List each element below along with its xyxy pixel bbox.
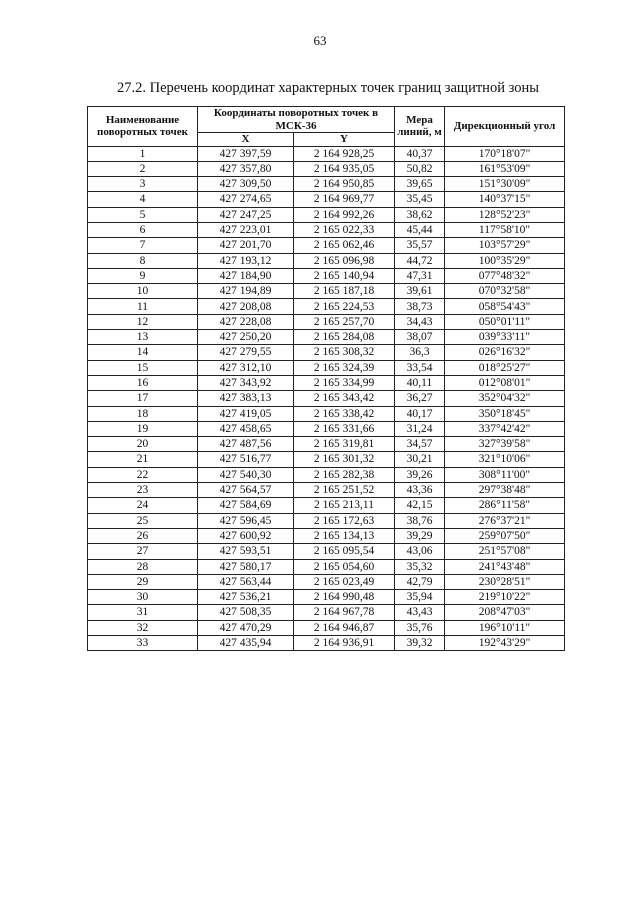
point-number-cell: 1 [88, 146, 198, 161]
table-row [88, 284, 565, 299]
point-number-cell: 30 [88, 590, 198, 605]
x-coordinate-cell: 427 470,29 [198, 620, 294, 635]
line-length-cell: 42,79 [395, 574, 445, 589]
point-number-cell: 28 [88, 559, 198, 574]
table-row [88, 636, 565, 651]
line-length-cell: 45,44 [395, 222, 445, 237]
table-row [88, 528, 565, 543]
direction-angle-cell: 050°01'11" [445, 314, 565, 329]
direction-angle-cell: 251°57'08" [445, 544, 565, 559]
point-number-cell: 23 [88, 483, 198, 498]
line-length-cell: 33,54 [395, 360, 445, 375]
line-length-cell: 38,76 [395, 513, 445, 528]
direction-angle-cell: 117°58'10" [445, 222, 565, 237]
direction-angle-cell: 297°38'48" [445, 483, 565, 498]
x-coordinate-cell: 427 343,92 [198, 375, 294, 390]
line-length-cell: 31,24 [395, 421, 445, 436]
line-length-cell: 35,57 [395, 238, 445, 253]
point-number-cell: 15 [88, 360, 198, 375]
x-coordinate-cell: 427 194,89 [198, 284, 294, 299]
table-body [88, 146, 565, 651]
line-length-cell: 40,37 [395, 146, 445, 161]
direction-angle-cell: 337°42'42" [445, 421, 565, 436]
y-coordinate-cell: 2 165 023,49 [294, 574, 395, 589]
point-number-cell: 20 [88, 437, 198, 452]
x-coordinate-cell: 427 600,92 [198, 528, 294, 543]
line-length-cell: 30,21 [395, 452, 445, 467]
x-coordinate-cell: 427 584,69 [198, 498, 294, 513]
line-length-cell: 39,65 [395, 177, 445, 192]
line-length-cell: 39,61 [395, 284, 445, 299]
point-number-cell: 25 [88, 513, 198, 528]
x-coordinate-cell: 427 516,77 [198, 452, 294, 467]
direction-angle-cell: 012°08'01" [445, 375, 565, 390]
x-coordinate-cell: 427 540,30 [198, 467, 294, 482]
x-coordinate-cell: 427 580,17 [198, 559, 294, 574]
direction-angle-cell: 161°53'09" [445, 161, 565, 176]
direction-angle-cell: 196°10'11" [445, 620, 565, 635]
table-row [88, 544, 565, 559]
y-coordinate-cell: 2 165 334,99 [294, 375, 395, 390]
x-coordinate-cell: 427 593,51 [198, 544, 294, 559]
y-coordinate-cell: 2 165 096,98 [294, 253, 395, 268]
x-coordinate-cell: 427 309,50 [198, 177, 294, 192]
point-number-cell: 17 [88, 391, 198, 406]
line-length-cell: 38,07 [395, 330, 445, 345]
direction-angle-cell: 128°52'23" [445, 207, 565, 222]
y-coordinate-cell: 2 164 990,48 [294, 590, 395, 605]
table-row [88, 238, 565, 253]
table-row [88, 314, 565, 329]
header-point-name: Наименование поворотных точек [88, 107, 198, 147]
point-number-cell: 18 [88, 406, 198, 421]
x-coordinate-cell: 427 279,55 [198, 345, 294, 360]
table-row [88, 268, 565, 283]
direction-angle-cell: 103°57'29" [445, 238, 565, 253]
point-number-cell: 13 [88, 330, 198, 345]
x-coordinate-cell: 427 312,10 [198, 360, 294, 375]
line-length-cell: 43,06 [395, 544, 445, 559]
table-header [88, 107, 565, 147]
line-length-cell: 34,43 [395, 314, 445, 329]
y-coordinate-cell: 2 164 967,78 [294, 605, 395, 620]
y-coordinate-cell: 2 165 301,32 [294, 452, 395, 467]
y-coordinate-cell: 2 165 213,11 [294, 498, 395, 513]
table-row [88, 330, 565, 345]
line-length-cell: 36,3 [395, 345, 445, 360]
point-number-cell: 31 [88, 605, 198, 620]
y-coordinate-cell: 2 164 935,05 [294, 161, 395, 176]
direction-angle-cell: 327°39'58" [445, 437, 565, 452]
direction-angle-cell: 170°18'07" [445, 146, 565, 161]
table-row [88, 146, 565, 161]
direction-angle-cell: 230°28'51" [445, 574, 565, 589]
x-coordinate-cell: 427 193,12 [198, 253, 294, 268]
point-number-cell: 24 [88, 498, 198, 513]
table-row [88, 360, 565, 375]
direction-angle-cell: 352°04'32" [445, 391, 565, 406]
line-length-cell: 35,94 [395, 590, 445, 605]
line-length-cell: 39,26 [395, 467, 445, 482]
point-number-cell: 4 [88, 192, 198, 207]
direction-angle-cell: 026°16'32" [445, 345, 565, 360]
point-number-cell: 10 [88, 284, 198, 299]
y-coordinate-cell: 2 165 308,32 [294, 345, 395, 360]
y-coordinate-cell: 2 165 022,33 [294, 222, 395, 237]
line-length-cell: 39,29 [395, 528, 445, 543]
x-coordinate-cell: 427 458,65 [198, 421, 294, 436]
table-row [88, 299, 565, 314]
direction-angle-cell: 219°10'22" [445, 590, 565, 605]
point-number-cell: 21 [88, 452, 198, 467]
x-coordinate-cell: 427 487,56 [198, 437, 294, 452]
point-number-cell: 14 [88, 345, 198, 360]
table-row [88, 421, 565, 436]
table-row [88, 253, 565, 268]
point-number-cell: 12 [88, 314, 198, 329]
table-row [88, 559, 565, 574]
x-coordinate-cell: 427 201,70 [198, 238, 294, 253]
direction-angle-cell: 208°47'03" [445, 605, 565, 620]
line-length-cell: 42,15 [395, 498, 445, 513]
point-number-cell: 16 [88, 375, 198, 390]
direction-angle-cell: 070°32'58" [445, 284, 565, 299]
header-x: X [198, 133, 294, 147]
direction-angle-cell: 058°54'43" [445, 299, 565, 314]
table-row [88, 345, 565, 360]
y-coordinate-cell: 2 165 172,63 [294, 513, 395, 528]
y-coordinate-cell: 2 165 343,42 [294, 391, 395, 406]
x-coordinate-cell: 427 247,25 [198, 207, 294, 222]
point-number-cell: 33 [88, 636, 198, 651]
x-coordinate-cell: 427 223,01 [198, 222, 294, 237]
direction-angle-cell: 276°37'21" [445, 513, 565, 528]
table-row [88, 483, 565, 498]
y-coordinate-cell: 2 165 324,39 [294, 360, 395, 375]
line-length-cell: 38,73 [395, 299, 445, 314]
direction-angle-cell: 241°43'48" [445, 559, 565, 574]
direction-angle-cell: 259°07'50" [445, 528, 565, 543]
direction-angle-cell: 286°11'58" [445, 498, 565, 513]
x-coordinate-cell: 427 435,94 [198, 636, 294, 651]
line-length-cell: 36,27 [395, 391, 445, 406]
x-coordinate-cell: 427 383,13 [198, 391, 294, 406]
line-length-cell: 43,36 [395, 483, 445, 498]
y-coordinate-cell: 2 165 284,08 [294, 330, 395, 345]
header-direction-angle: Дирекционный угол [445, 107, 565, 147]
point-number-cell: 6 [88, 222, 198, 237]
y-coordinate-cell: 2 165 187,18 [294, 284, 395, 299]
point-number-cell: 27 [88, 544, 198, 559]
y-coordinate-cell: 2 165 134,13 [294, 528, 395, 543]
line-length-cell: 40,17 [395, 406, 445, 421]
x-coordinate-cell: 427 357,80 [198, 161, 294, 176]
line-length-cell: 44,72 [395, 253, 445, 268]
table-row [88, 467, 565, 482]
line-length-cell: 39,32 [395, 636, 445, 651]
x-coordinate-cell: 427 397,59 [198, 146, 294, 161]
point-number-cell: 22 [88, 467, 198, 482]
direction-angle-cell: 100°35'29" [445, 253, 565, 268]
y-coordinate-cell: 2 164 992,26 [294, 207, 395, 222]
point-number-cell: 3 [88, 177, 198, 192]
direction-angle-cell: 077°48'32" [445, 268, 565, 283]
y-coordinate-cell: 2 165 331,66 [294, 421, 395, 436]
table-row [88, 391, 565, 406]
direction-angle-cell: 140°37'15" [445, 192, 565, 207]
x-coordinate-cell: 427 508,35 [198, 605, 294, 620]
line-length-cell: 47,31 [395, 268, 445, 283]
direction-angle-cell: 350°18'45" [445, 406, 565, 421]
point-number-cell: 5 [88, 207, 198, 222]
line-length-cell: 34,57 [395, 437, 445, 452]
x-coordinate-cell: 427 250,20 [198, 330, 294, 345]
point-number-cell: 11 [88, 299, 198, 314]
section-title: 27.2. Перечень координат характерных точек границ защитной зоны [117, 80, 539, 96]
point-number-cell: 26 [88, 528, 198, 543]
line-length-cell: 43,43 [395, 605, 445, 620]
x-coordinate-cell: 427 596,45 [198, 513, 294, 528]
table-row [88, 222, 565, 237]
table-row [88, 375, 565, 390]
point-number-cell: 8 [88, 253, 198, 268]
y-coordinate-cell: 2 165 054,60 [294, 559, 395, 574]
y-coordinate-cell: 2 164 969,77 [294, 192, 395, 207]
y-coordinate-cell: 2 165 095,54 [294, 544, 395, 559]
table-row [88, 574, 565, 589]
y-coordinate-cell: 2 165 319,81 [294, 437, 395, 452]
table-row [88, 192, 565, 207]
line-length-cell: 40,11 [395, 375, 445, 390]
y-coordinate-cell: 2 165 140,94 [294, 268, 395, 283]
y-coordinate-cell: 2 165 282,38 [294, 467, 395, 482]
direction-angle-cell: 039°33'11" [445, 330, 565, 345]
direction-angle-cell: 192°43'29" [445, 636, 565, 651]
y-coordinate-cell: 2 165 062,46 [294, 238, 395, 253]
line-length-cell: 50,82 [395, 161, 445, 176]
x-coordinate-cell: 427 419,05 [198, 406, 294, 421]
x-coordinate-cell: 427 274,65 [198, 192, 294, 207]
line-length-cell: 35,45 [395, 192, 445, 207]
table-row [88, 437, 565, 452]
table-row [88, 406, 565, 421]
y-coordinate-cell: 2 164 928,25 [294, 146, 395, 161]
point-number-cell: 32 [88, 620, 198, 635]
x-coordinate-cell: 427 208,08 [198, 299, 294, 314]
y-coordinate-cell: 2 164 946,87 [294, 620, 395, 635]
page-number: 63 [313, 33, 327, 48]
point-number-cell: 29 [88, 574, 198, 589]
point-number-cell: 7 [88, 238, 198, 253]
table-row [88, 590, 565, 605]
line-length-cell: 35,32 [395, 559, 445, 574]
table-row [88, 513, 565, 528]
x-coordinate-cell: 427 536,21 [198, 590, 294, 605]
y-coordinate-cell: 2 165 224,53 [294, 299, 395, 314]
header-coordinates: Координаты поворотных точек в МСК-36 [198, 107, 395, 133]
table-row [88, 605, 565, 620]
point-number-cell: 2 [88, 161, 198, 176]
direction-angle-cell: 321°10'06" [445, 452, 565, 467]
line-length-cell: 35,76 [395, 620, 445, 635]
header-line-length: Мера линий, м [395, 107, 445, 147]
table-row [88, 177, 565, 192]
direction-angle-cell: 018°25'27" [445, 360, 565, 375]
y-coordinate-cell: 2 165 257,70 [294, 314, 395, 329]
y-coordinate-cell: 2 165 338,42 [294, 406, 395, 421]
table-row [88, 620, 565, 635]
x-coordinate-cell: 427 228,08 [198, 314, 294, 329]
table-row [88, 161, 565, 176]
direction-angle-cell: 151°30'09" [445, 177, 565, 192]
point-number-cell: 19 [88, 421, 198, 436]
x-coordinate-cell: 427 563,44 [198, 574, 294, 589]
line-length-cell: 38,62 [395, 207, 445, 222]
x-coordinate-cell: 427 184,90 [198, 268, 294, 283]
header-y: Y [294, 133, 395, 147]
y-coordinate-cell: 2 164 950,85 [294, 177, 395, 192]
table-row [88, 207, 565, 222]
point-number-cell: 9 [88, 268, 198, 283]
direction-angle-cell: 308°11'00" [445, 467, 565, 482]
table-row [88, 498, 565, 513]
y-coordinate-cell: 2 165 251,52 [294, 483, 395, 498]
x-coordinate-cell: 427 564,57 [198, 483, 294, 498]
y-coordinate-cell: 2 164 936,91 [294, 636, 395, 651]
coordinates-table [87, 106, 565, 651]
table-row [88, 452, 565, 467]
